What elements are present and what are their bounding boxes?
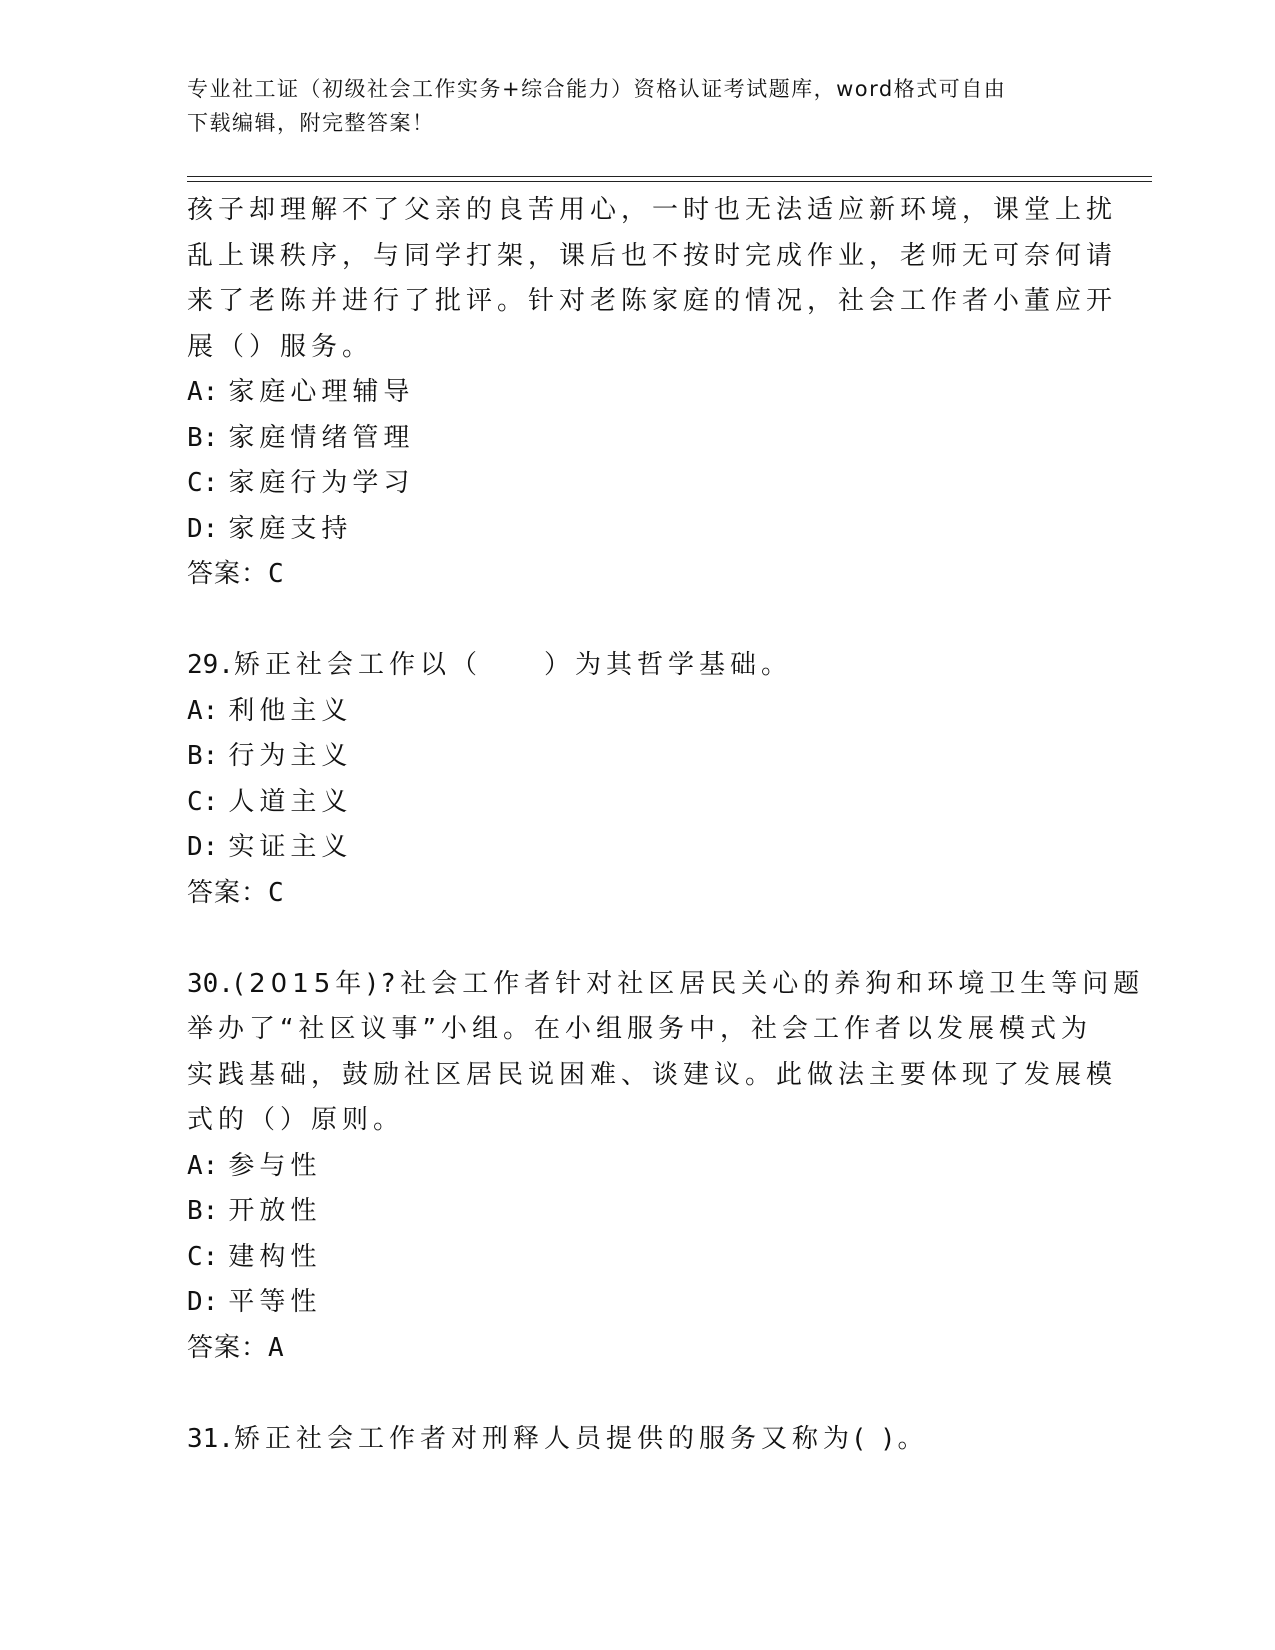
- option-text: 家庭情绪管理: [228, 422, 415, 453]
- answer-value: C: [268, 877, 284, 908]
- question-text: 矫正社会工作者对刑释人员提供的服务又称为( )。: [233, 1423, 929, 1454]
- option-text: 建构性: [228, 1241, 322, 1272]
- question-number: 31.: [187, 1423, 234, 1454]
- option-text: 家庭行为学习: [228, 468, 415, 498]
- option-a: [187, 370, 1087, 416]
- question-28: [187, 188, 1118, 598]
- question-stem-line: 来了老陈并进行了批评。针对老陈家庭的情况，社会工作者小董应开: [187, 286, 1118, 316]
- question-stem-line: 实践基础，鼓励社区居民说困难、谈建议。此做法主要体现了发展模: [187, 1059, 1118, 1090]
- option-text: 利他主义: [228, 695, 353, 726]
- option-text: 人道主义: [228, 786, 353, 817]
- option-text: 行为主义: [228, 741, 353, 771]
- question-number: 30.: [187, 968, 234, 999]
- question-stem-line: 展（）服务。: [187, 331, 374, 362]
- option-letter: B:: [187, 1196, 219, 1226]
- option-text: 家庭支持: [228, 513, 353, 544]
- option-c: [187, 461, 1087, 507]
- option-c: [187, 1235, 1087, 1281]
- option-b: [187, 734, 1087, 780]
- option-letter: B:: [187, 422, 219, 453]
- answer-label: 答案：: [187, 877, 269, 908]
- question-text: (2015年)?社会工作者针对社区居民关心的养狗和环境卫生等问题: [233, 968, 1145, 999]
- question-31: [187, 1417, 1087, 1463]
- option-b: [187, 1189, 1087, 1235]
- answer-value: C: [268, 559, 284, 589]
- option-letter: B:: [187, 741, 219, 771]
- question-stem-line: 乱上课秩序，与同学打架，课后也不按时完成作业，老师无可奈何请: [187, 240, 1118, 271]
- question-29: [187, 643, 1087, 916]
- option-text: 平等性: [228, 1287, 322, 1317]
- option-text: 实证主义: [228, 832, 353, 862]
- option-d: [187, 825, 1087, 871]
- header-line-1: 专业社工证（初级社会工作实务+综合能力）资格认证考试题库，word格式可自由: [187, 77, 1007, 101]
- option-text: 家庭心理辅导: [228, 377, 415, 407]
- answer-label: 答案：: [187, 559, 269, 589]
- answer-value: A: [268, 1332, 284, 1363]
- document-header: [187, 72, 1087, 140]
- option-a: [187, 689, 1087, 735]
- option-c: [187, 780, 1087, 826]
- header-rule-thin: [187, 176, 1152, 177]
- question-text: 矫正社会工作以（ ）为其哲学基础。: [233, 650, 792, 680]
- option-b: [187, 416, 1087, 462]
- spacer: [187, 1371, 1087, 1417]
- option-d: [187, 507, 1087, 553]
- question-title: [187, 643, 1087, 689]
- question-stem-line: 孩子却理解不了父亲的良苦用心，一时也无法适应新环境，课堂上扰: [187, 195, 1118, 225]
- header-line-2: 下载编辑，附完整答案！: [187, 111, 435, 135]
- option-text: 参与性: [228, 1150, 322, 1181]
- question-stem-line: [187, 962, 1145, 1008]
- option-letter: D:: [187, 513, 219, 544]
- answer-line: [187, 552, 1087, 598]
- option-d: [187, 1280, 1087, 1326]
- option-letter: A:: [187, 377, 219, 407]
- option-letter: D:: [187, 1287, 219, 1317]
- option-letter: A:: [187, 695, 219, 726]
- answer-label: 答案：: [187, 1332, 269, 1363]
- option-letter: C:: [187, 786, 219, 817]
- spacer: [187, 916, 1087, 962]
- question-30: [187, 962, 1145, 1372]
- question-stem-line: 举办了“社区议事”小组。在小组服务中，社会工作者以发展模式为: [187, 1014, 1092, 1044]
- spacer: [187, 598, 1087, 644]
- question-title: [187, 1417, 1087, 1463]
- answer-line: [187, 871, 1087, 917]
- option-text: 开放性: [228, 1196, 322, 1226]
- header-rule-thick: [187, 181, 1152, 182]
- question-stem-line: 式的（）原则。: [187, 1105, 405, 1135]
- answer-line: [187, 1326, 1087, 1372]
- option-letter: A:: [187, 1150, 219, 1181]
- option-a: [187, 1144, 1087, 1190]
- question-number: 29.: [187, 650, 234, 680]
- option-letter: C:: [187, 1241, 219, 1272]
- question-content: [187, 188, 1145, 1462]
- option-letter: D:: [187, 832, 219, 862]
- option-letter: C:: [187, 468, 219, 498]
